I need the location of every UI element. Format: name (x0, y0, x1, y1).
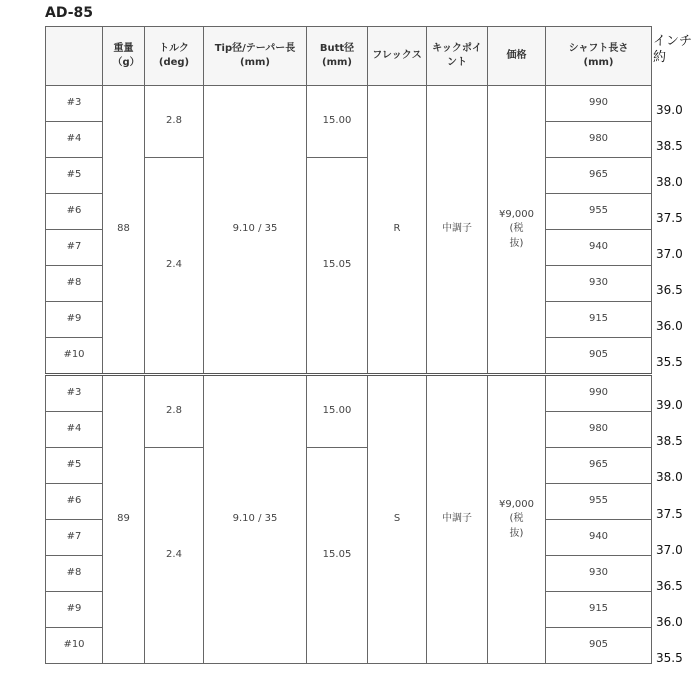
flex-cell: S (368, 375, 427, 664)
flex-r-group (46, 86, 652, 375)
torque-cell: 2.4 (145, 158, 204, 375)
length-cell: 940 (546, 520, 652, 556)
length-cell: 955 (546, 484, 652, 520)
price-line: ¥9,000 (499, 208, 534, 220)
price-cell (488, 86, 546, 375)
club-number-cell: #8 (46, 266, 103, 302)
club-number-cell: #10 (46, 628, 103, 664)
length-cell: 965 (546, 158, 652, 194)
page-title: AD-85 (45, 5, 94, 21)
torque-cell: 2.4 (145, 448, 204, 664)
club-number-cell: #9 (46, 302, 103, 338)
length-cell: 965 (546, 448, 652, 484)
club-number-cell: #10 (46, 338, 103, 375)
weight-cell: 88 (103, 86, 145, 375)
header-blank (46, 27, 103, 86)
kickpoint-cell: 中調子 (427, 86, 488, 375)
club-number-cell: #4 (46, 412, 103, 448)
club-number-cell: #4 (46, 122, 103, 158)
butt-cell: 15.05 (307, 158, 368, 375)
table-row (46, 86, 652, 122)
inch-value: 36.0 (656, 319, 683, 333)
tip-cell: 9.10 / 35 (204, 86, 307, 375)
club-number-cell: #7 (46, 230, 103, 266)
length-cell: 990 (546, 86, 652, 122)
length-cell: 905 (546, 628, 652, 664)
spec-table (45, 26, 652, 664)
length-cell: 980 (546, 122, 652, 158)
header-kickpoint-label: キックポイント (432, 42, 482, 68)
length-cell: 930 (546, 266, 652, 302)
header-length (546, 27, 652, 86)
length-cell: 990 (546, 375, 652, 412)
club-number-cell: #7 (46, 520, 103, 556)
length-cell: 905 (546, 338, 652, 375)
header-butt (307, 27, 368, 86)
inch-value: 38.5 (656, 434, 683, 449)
club-number-cell: #9 (46, 592, 103, 628)
inch-value: 38.0 (656, 175, 683, 189)
price-line: (税 (509, 513, 524, 525)
length-cell: 930 (546, 556, 652, 592)
header-tip (204, 27, 307, 86)
header-kickpoint (427, 27, 488, 86)
length-cell: 980 (546, 412, 652, 448)
inch-value: 36.5 (656, 283, 683, 297)
inch-value: 36.5 (656, 579, 683, 593)
inch-value: 39.0 (656, 103, 683, 117)
torque-cell: 2.8 (145, 375, 204, 448)
header-butt-label: Butt径(mm) (319, 42, 355, 68)
flex-cell: R (368, 86, 427, 375)
inch-value: 37.0 (656, 247, 683, 261)
club-number-cell: #3 (46, 86, 103, 122)
club-number-cell: #3 (46, 375, 103, 412)
header-price-label: 価格 (506, 49, 527, 61)
header-tip-label: Tip径/テーパー長(mm) (214, 42, 296, 68)
inch-header (653, 34, 692, 67)
club-number-cell: #5 (46, 448, 103, 484)
inch-value: 38.5 (656, 139, 683, 153)
length-cell: 915 (546, 302, 652, 338)
header-torque (145, 27, 204, 86)
club-number-cell: #8 (46, 556, 103, 592)
inch-value: 37.5 (656, 506, 683, 521)
butt-cell: 15.05 (307, 448, 368, 664)
table-row (46, 375, 652, 412)
tip-cell: 9.10 / 35 (204, 375, 307, 664)
inch-value: 37.5 (656, 211, 683, 225)
inch-value: 37.0 (656, 542, 683, 557)
inch-value: 39.0 (656, 398, 683, 412)
length-cell: 955 (546, 194, 652, 230)
price-line: (税 (509, 223, 524, 235)
flex-s-group (46, 375, 652, 664)
butt-cell: 15.00 (307, 375, 368, 448)
inch-header-line1: インチ (653, 34, 693, 49)
club-number-cell: #6 (46, 194, 103, 230)
torque-cell: 2.8 (145, 86, 204, 158)
price-line: 抜) (509, 527, 524, 539)
club-number-cell: #6 (46, 484, 103, 520)
club-number-cell: #5 (46, 158, 103, 194)
length-cell: 915 (546, 592, 652, 628)
inch-header-line2: 約 (653, 50, 667, 66)
header-weight-label: 重量（g） (112, 42, 140, 68)
price-line: ¥9,000 (499, 498, 534, 510)
inch-value: 35.5 (656, 651, 683, 666)
price-cell (488, 375, 546, 664)
inch-value: 38.0 (656, 470, 683, 485)
kickpoint-cell: 中調子 (427, 375, 488, 664)
inch-value: 36.0 (656, 615, 683, 630)
weight-cell: 89 (103, 375, 145, 664)
length-cell: 940 (546, 230, 652, 266)
header-flex (368, 27, 427, 86)
butt-cell: 15.00 (307, 86, 368, 158)
header-length-label: シャフト長さ(mm) (568, 42, 629, 68)
header-torque-label: トルク(deg) (158, 42, 190, 68)
header-flex-label: フレックス (372, 49, 422, 61)
inch-value: 35.5 (656, 355, 683, 369)
header-price (488, 27, 546, 86)
header-weight (103, 27, 145, 86)
price-line: 抜) (509, 237, 524, 249)
